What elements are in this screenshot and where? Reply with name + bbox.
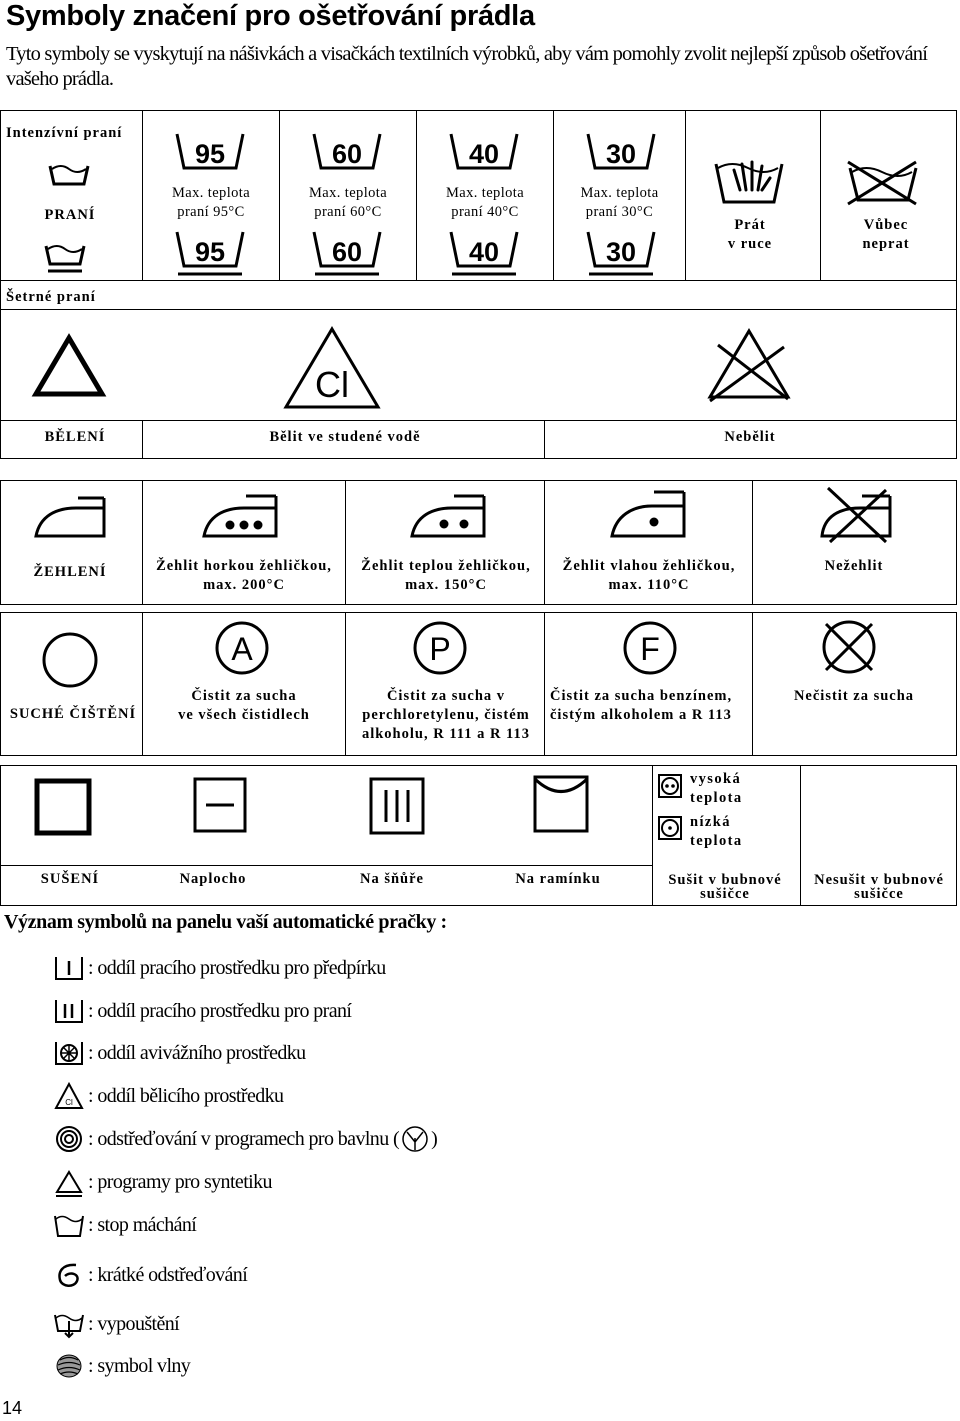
close-paren: ) xyxy=(431,1127,438,1150)
bleaching-category: BĚLENÍ xyxy=(44,429,106,445)
wash-temp-text: Max. teplota praní 40°C xyxy=(445,185,525,220)
svg-text:60: 60 xyxy=(331,237,363,267)
gentle-wash-temp-icon xyxy=(448,228,520,276)
dry-flat-text: Naplocho xyxy=(179,871,247,887)
tumble-low-icon xyxy=(657,815,683,841)
hanger-dry-text: Na ramínku xyxy=(515,871,601,887)
panel-item xyxy=(52,995,351,1027)
panel-item xyxy=(52,1080,283,1112)
cotton-flower-icon xyxy=(399,1124,431,1154)
bleaching-section xyxy=(0,309,957,459)
dry-clean-icon xyxy=(40,630,100,690)
panel-item xyxy=(52,1037,306,1069)
panel-item-text: : krátké odstřeďování xyxy=(88,1263,248,1286)
softener-compartment-icon xyxy=(52,1038,86,1068)
panel-item xyxy=(52,952,386,984)
dry-clean-a-icon xyxy=(214,620,270,676)
gentle-wash-temp-icon xyxy=(585,228,657,276)
iron-warm-icon xyxy=(408,492,488,540)
gentle-wash-temp-icon xyxy=(174,228,246,276)
hand-wash-text: Prát v ruce xyxy=(727,217,773,252)
wash-temp-icon xyxy=(585,130,657,174)
drain-icon xyxy=(52,1309,86,1339)
wash-temp-icon xyxy=(448,130,520,174)
panel-symbols-title: Význam symbolů na panelu vaší automatické pračky : xyxy=(4,911,447,933)
page-title: Symboly značení pro ošetřování prádla xyxy=(6,0,535,32)
prewash-compartment-icon xyxy=(52,953,86,983)
panel-item-text: : symbol vlny xyxy=(88,1354,191,1377)
panel-item-text: : odstřeďování v programech pro bavlnu ( xyxy=(88,1127,400,1150)
short-spin-icon xyxy=(52,1260,86,1290)
rinse-hold-icon xyxy=(52,1210,86,1240)
svg-text:95: 95 xyxy=(194,237,226,267)
panel-item xyxy=(52,1123,437,1155)
intensive-wash-label: Intenzívní praní xyxy=(6,125,123,141)
gentle-wash-label: Šetrné praní xyxy=(6,289,96,305)
hand-wash-icon xyxy=(712,150,784,208)
gentle-wash-tub-icon xyxy=(44,240,86,276)
no-wash-text: Vůbec neprat xyxy=(862,217,910,252)
wash-temp-text: Max. teplota praní 60°C xyxy=(308,185,388,220)
no-bleach-text: Nebělit xyxy=(724,429,776,445)
svg-text:Cl: Cl xyxy=(315,364,349,405)
line-dry-icon xyxy=(368,776,426,836)
dry-flat-icon xyxy=(192,776,248,834)
panel-item-text: : oddíl pracího prostředku pro předpírku xyxy=(88,956,386,979)
svg-text:40: 40 xyxy=(468,237,500,267)
wash-temp-icon xyxy=(174,130,246,174)
synthetics-icon xyxy=(52,1167,86,1197)
drying-category: SUŠENÍ xyxy=(40,871,100,887)
gentle-wash-temp-icon xyxy=(311,228,383,276)
no-iron-text: Nežehlit xyxy=(824,558,884,574)
iron-warm-text: Žehlit teplou žehličkou, max. 150°C xyxy=(361,558,531,593)
svg-text:40: 40 xyxy=(468,139,500,169)
svg-text:P: P xyxy=(429,631,451,667)
no-wash-icon xyxy=(846,160,918,206)
tumble-high-text: vysoká teplota xyxy=(690,771,743,806)
iron-cool-icon xyxy=(608,488,688,540)
intro-text: Tyto symboly se vyskytují na nášivkách a visačkách textilních výrobků, aby vám pomohly zvolit nejlepší způsob ošetřování vašeho prádla. xyxy=(6,43,928,90)
panel-item-text: : oddíl avivážního prostředku xyxy=(88,1041,306,1064)
main-wash-compartment-icon xyxy=(52,996,86,1026)
dry-clean-f-text: Čistit za sucha benzínem, čistým alkoholem a R 113 xyxy=(550,688,733,723)
drying-icon xyxy=(34,778,92,836)
panel-item-text: : oddíl pracího prostředku pro praní xyxy=(88,999,352,1022)
panel-item xyxy=(52,1166,272,1198)
wash-temp-text: Max. teplota praní 95°C xyxy=(171,185,251,220)
line-dry-text: Na šňůře xyxy=(360,871,424,887)
wash-tub-icon xyxy=(48,160,90,190)
ironing-category: ŽEHLENÍ xyxy=(33,564,107,580)
dry-clean-f-icon xyxy=(622,620,678,676)
cold-bleach-text: Bělit ve studené vodě xyxy=(269,429,421,445)
panel-item xyxy=(52,1209,196,1241)
panel-item-text: : vypouštění xyxy=(88,1312,180,1335)
svg-text:F: F xyxy=(640,631,660,667)
iron-hot-icon xyxy=(200,492,280,540)
svg-text:95: 95 xyxy=(194,139,226,169)
svg-text:A: A xyxy=(231,631,253,667)
panel-item xyxy=(52,1350,190,1382)
tumble-low-text: nízká teplota xyxy=(690,814,743,849)
cotton-spin-icon xyxy=(52,1124,86,1154)
dry-clean-a-text: Čistit za sucha ve všech čistidlech xyxy=(178,688,310,723)
no-dry-clean-icon xyxy=(820,618,878,676)
panel-item-text: : stop máchání xyxy=(88,1213,197,1236)
page-number: 14 xyxy=(2,1398,23,1418)
panel-item-text: : programy pro syntetiku xyxy=(88,1170,272,1193)
iron-cool-text: Žehlit vlahou žehličkou, max. 110°C xyxy=(562,558,736,593)
tumble-dry-text: Sušit v bubnové sušičce xyxy=(668,872,782,902)
iron-icon xyxy=(32,494,108,540)
svg-text:30: 30 xyxy=(605,237,637,267)
svg-text:30: 30 xyxy=(605,139,637,169)
no-bleach-icon xyxy=(704,325,794,401)
bleach-compartment-icon xyxy=(52,1081,86,1111)
no-iron-icon xyxy=(814,484,894,544)
dry-clean-p-text: Čistit za sucha v perchloretylenu, čistém alkoholu, R 111 a R 113 xyxy=(361,688,531,742)
iron-hot-text: Žehlit horkou žehličkou, max. 200°C xyxy=(156,558,332,593)
wash-temp-icon xyxy=(311,130,383,174)
hanger-dry-icon xyxy=(532,774,590,834)
svg-text:Cl: Cl xyxy=(65,1098,73,1107)
dry-clean-p-icon xyxy=(412,620,468,676)
panel-item xyxy=(52,1259,247,1291)
wool-icon xyxy=(52,1351,86,1381)
cold-bleach-icon xyxy=(282,325,382,411)
no-tumble-dry-text: Nesušit v bubnové sušičce xyxy=(814,872,944,902)
svg-text:60: 60 xyxy=(331,139,363,169)
panel-item-text: : oddíl bělicího prostředku xyxy=(88,1084,284,1107)
no-dry-clean-text: Nečistit za sucha xyxy=(793,688,915,704)
wash-temp-text: Max. teplota praní 30°C xyxy=(580,185,659,220)
panel-item xyxy=(52,1308,179,1340)
dry-cleaning-category: SUCHÉ ČIŠTĚNÍ xyxy=(9,706,137,722)
tumble-high-icon xyxy=(657,773,683,799)
bleach-allowed-icon xyxy=(32,334,106,398)
washing-category: PRANÍ xyxy=(44,207,96,223)
